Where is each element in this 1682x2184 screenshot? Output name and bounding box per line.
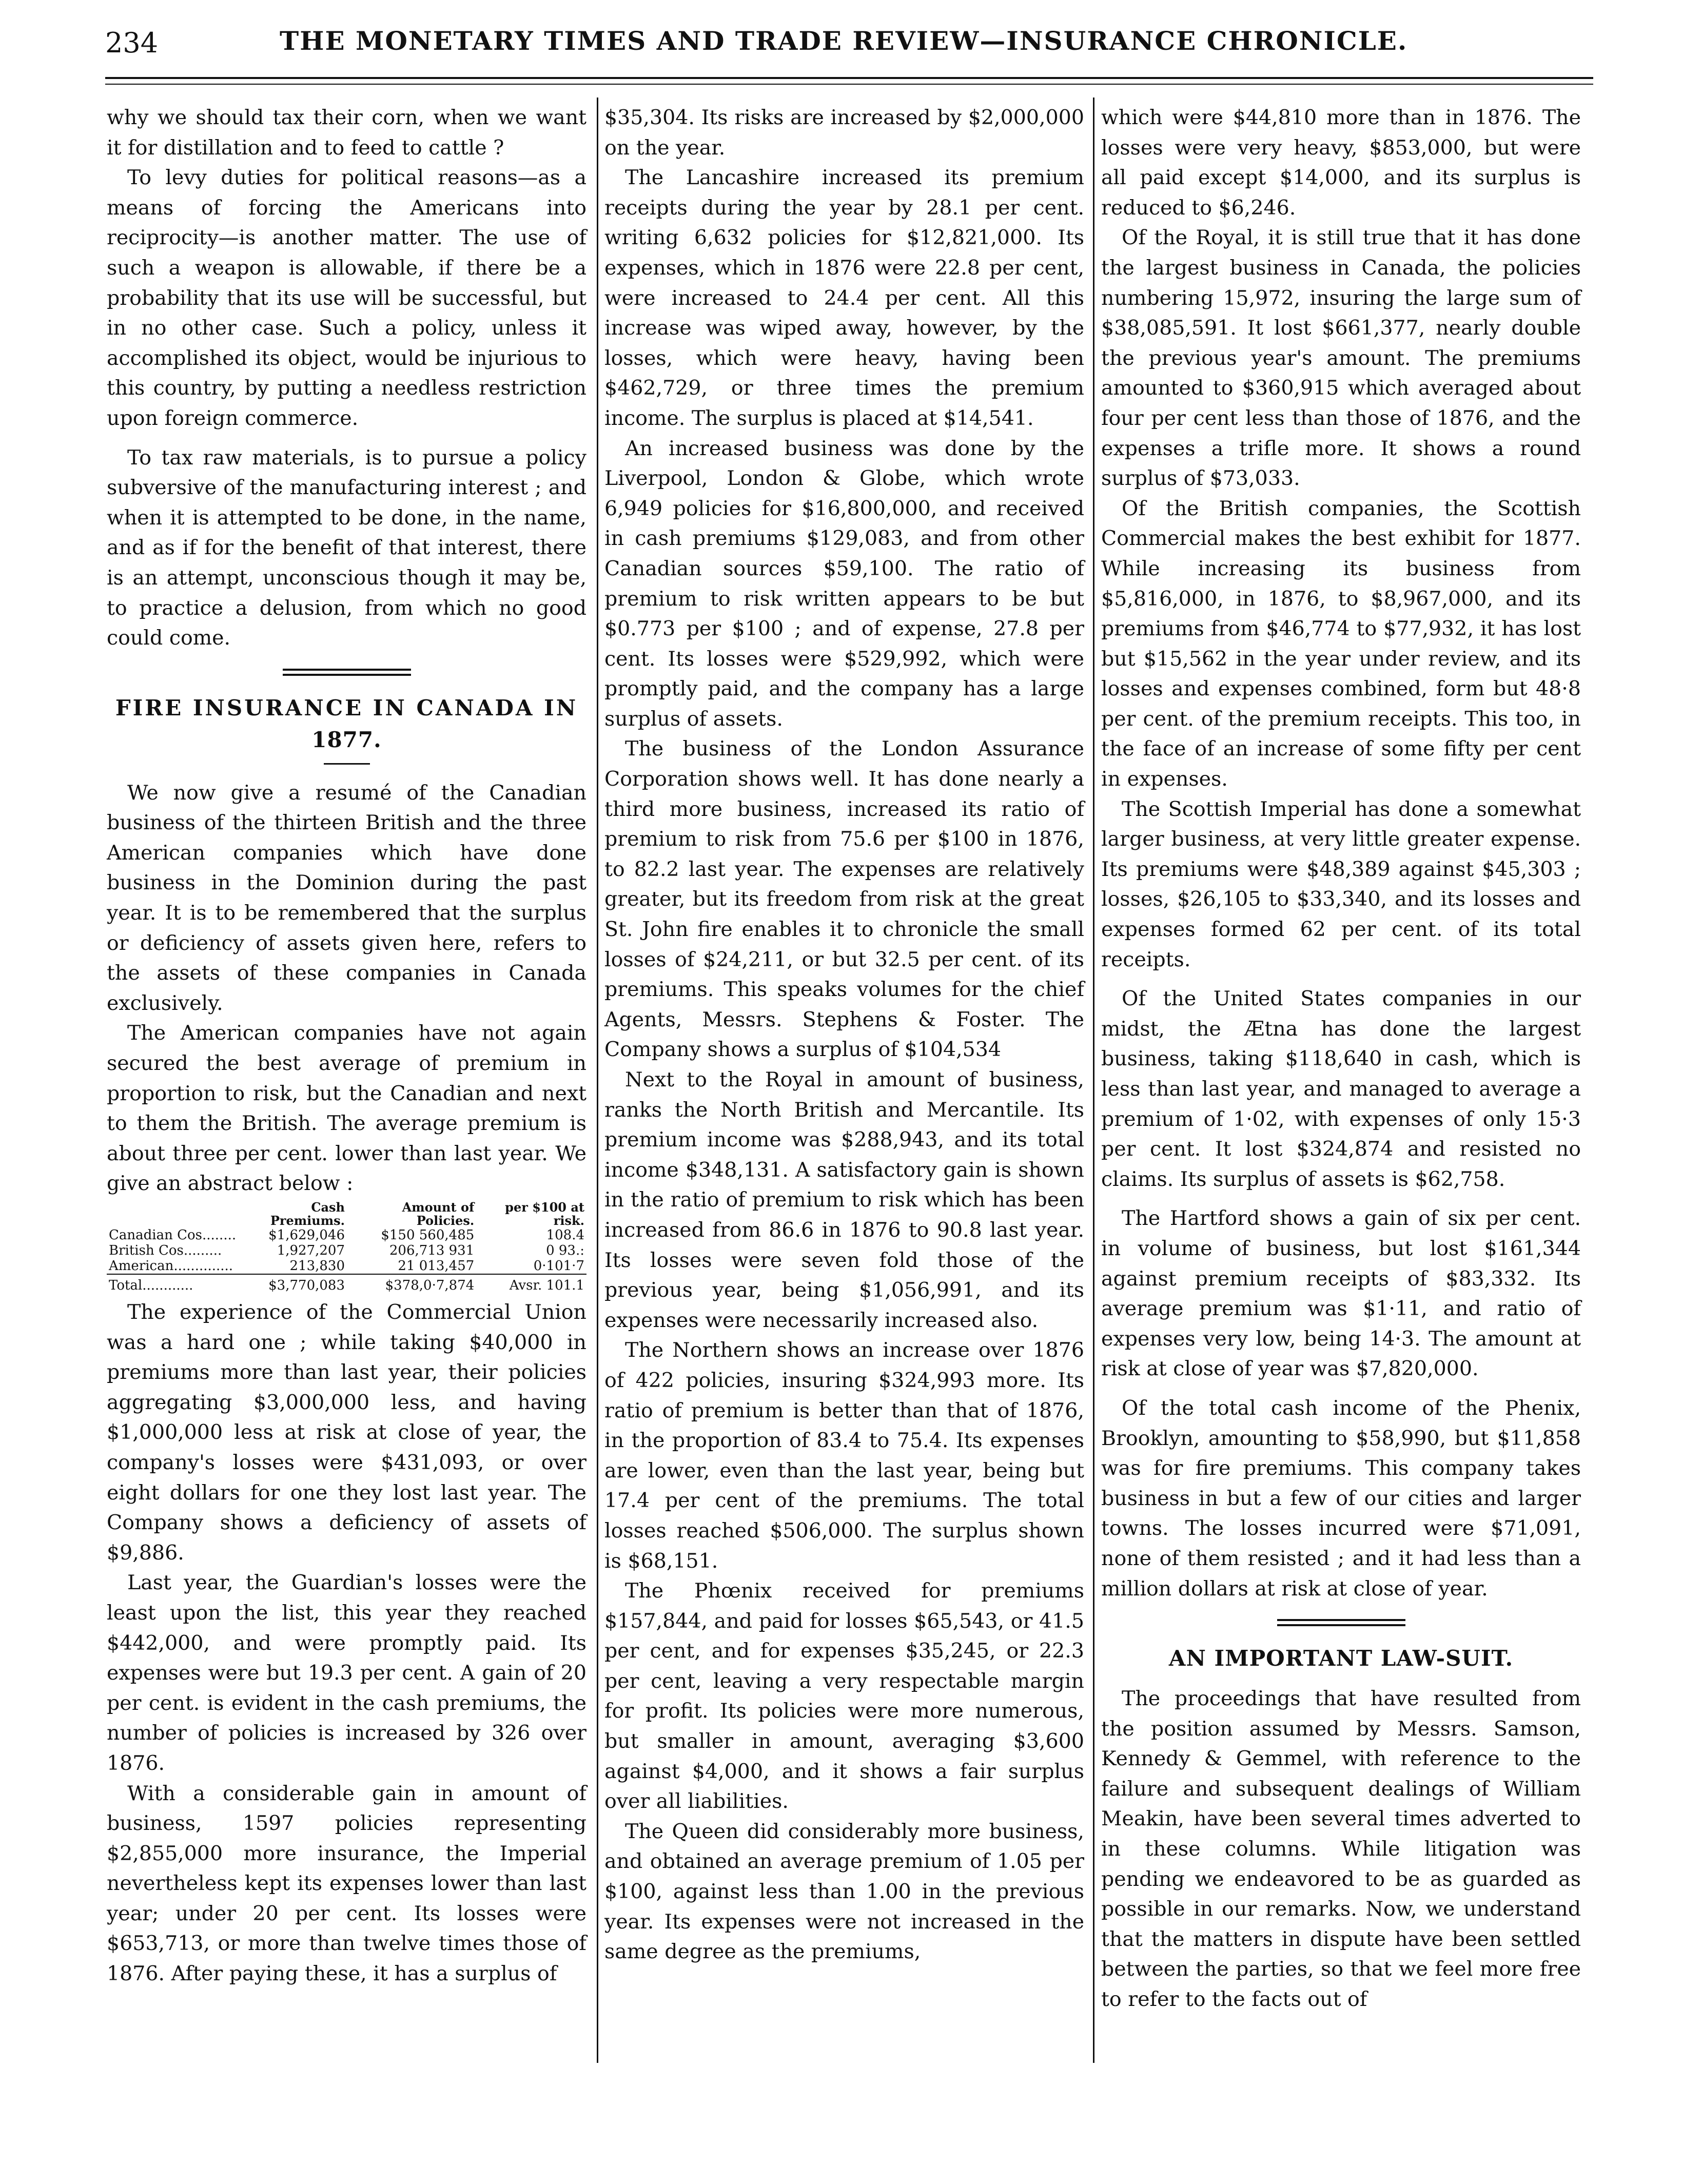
paragraph: The Northern shows an increase over 1876 of 422 policies, insuring $324,993 more. Its ratio of premium is better than that of 1876, in the proportion of 83.4 to 75.4. Its expenses are lower, even than the last year, being but 17.4 per cent of the premiums. The total losses reached $506,000. The surplus shown is $68,151.: [604, 1338, 1084, 1573]
paragraph: The experience of the Commercial Union was a hard one ; while taking $40,000 in premiums more than last year, their policies aggregating $3,000,000 less, and having $1,000,000 less at risk at close of year, the company's losses were $431,093, or over eight dollars for one they lost last year. The Company shows a deficiency of assets of $9,886.: [107, 1300, 586, 1565]
header-rule-thick: [105, 77, 1593, 79]
paragraph: To levy duties for political reasons—as a means of forcing the Americans into reciprocity—is another matter. The use of such a weapon is allowable, if there be a probability that its use will be successful, but in no other case. Such a policy, unless it accomplished its object, would be injurious to this country, by putting a needless restriction upon foreign commerce.: [107, 166, 586, 430]
paragraph: The Queen did considerably more business, and obtained an average premium of 1.05 per $100, against less than 1.00 in the previous year. Its expenses were not increased in the same degree as the premiums,: [604, 1819, 1084, 1964]
column-3: [1101, 103, 1581, 2015]
cell-amount: $150 560,485: [381, 1227, 475, 1243]
paragraph: An increased business was done by the Liverpool, London & Globe, which wrote 6,949 policies for $16,800,000, and received in cash premiums $129,083, and from other Canadian sources $59,100. The ratio of premium to risk written appears to be but $0.773 per $100 ; and of expense, 27.8 per cent. Its losses were $529,992, which were promptly paid, and the company has a large surplus of assets.: [604, 436, 1084, 731]
paragraph: We now give a resumé of the Canadian business of the thirteen British and the three American companies which have done business in the Dominion during the past year. It is to be remembered that the surplus or deficiency of assets given here, refers to the assets of these companies in Canada exclusively.: [107, 781, 586, 1015]
paragraph: With a considerable gain in amount of business, 1597 policies representing $2,855,000 more insurance, the Imperial nevertheless kept its expenses lower than last year; under 20 per cent. Its losses were $653,713, or more than twelve times those of 1876. After paying these, it has a surplus of: [107, 1781, 586, 1986]
cell-cash: 1,927,207: [277, 1243, 345, 1258]
column-rule-left: [597, 98, 598, 2063]
paragraph: Last year, the Guardian's losses were the least upon the list, this year they reached $442,000, and were promptly paid. Its expenses were but 19.3 per cent. A gain of 20 per cent. is evident in the cash premiums, the number of policies is increased by 326 over 1876.: [107, 1571, 586, 1775]
table-row: [107, 1258, 586, 1274]
column-header-amount: Amount of Policies.: [402, 1200, 475, 1228]
cell-cash: $1,629,046: [268, 1227, 345, 1243]
table-row: [107, 1227, 586, 1243]
table-header-row: [107, 1201, 586, 1227]
paragraph: To tax raw materials, is to pursue a policy subversive of the manufacturing interest ; and when it is attempted to be done, in the name, and as if for the benefit of that interest, there is an attempt, unconscious though it may be, to practice a delusion, from which no good could come.: [107, 445, 586, 650]
paragraph: $35,304. Its risks are increased by $2,000,000 on the year.: [604, 106, 1084, 160]
cell-cash: $3,770,083: [238, 1274, 347, 1293]
column-header-cash: Cash Premiums.: [270, 1200, 345, 1228]
section-divider: [1277, 1619, 1405, 1626]
paragraph: The Lancashire increased its premium receipts during the year by 28.1 per cent. writing 6,632 policies for $12,821,000. Its expenses, which in 1876 were 22.8 per cent, were increased to 24.4 per cent. All this increase was wiped away, however, by the losses, which were heavy, having been $462,729, or three times the premium income. The surplus is placed at $14,541.: [604, 166, 1084, 430]
paragraph: why we should tax their corn, when we want it for distillation and to feed to cattle ?: [107, 106, 586, 160]
row-label: British Cos.........: [109, 1243, 222, 1258]
running-head-title: THE MONETARY TIMES AND TRADE REVIEW—INSURANCE CHRONICLE.: [280, 26, 1408, 56]
paragraph: which were $44,810 more than in 1876. The losses were very heavy, $853,000, but were all paid except $14,000, and its surplus is reduced to $6,246.: [1101, 106, 1581, 220]
paragraph: The Phœnix received for premiums $157,844, and paid for losses $65,543, or 41.5 per cent, and for expenses $35,245, or 22.3 per cent, leaving a very respectable margin for profit. Its policies were more numerous, but smaller in amount, averaging $3,600 against $4,000, and it shows a fair surplus over all liabilities.: [604, 1579, 1084, 1814]
paragraph: The business of the London Assurance Corporation shows well. It has done nearly a third more business, increased its ratio of premium to risk from 75.6 per $100 in 1876, to 82.2 last year. The expenses are relatively greater, but its freedom from risk at the great St. John fire enables it to chronicle the small losses of $24,211, or but 32.5 per cent. of its premiums. This speaks volumes for the chief Agents, Messrs. Stephens & Foster. The Company shows a surplus of $104,534: [604, 737, 1084, 1062]
paragraph: The American companies have not again secured the best average of premium in proportion to risk, but the Canadian and next to them the British. The average premium is about three per cent. lower than last year. We give an abstract below :: [107, 1021, 586, 1196]
paragraph: The Hartford shows a gain of six per cent. in volume of business, but lost $161,344 against premium receipts of $83,332. Its average premium was $1·11, and ratio of expenses very low, being 14·3. The amount at risk at close of year was $7,820,000.: [1101, 1206, 1581, 1381]
column-header-rate: per $100 at risk.: [505, 1200, 584, 1228]
table-total-row: [107, 1274, 586, 1293]
row-label: American..............: [109, 1258, 233, 1274]
paragraph: Of the British companies, the Scottish Commercial makes the best exhibit for 1877. While increasing its business from $5,816,000, in 1876, to $8,967,000, and its premiums from $46,774 to $77,932, it has lost but $15,562 in the year under review, and its losses and expenses combined, form but 48·8 per cent. of the premium receipts. This too, in the face of an increase of some fifty per cent in expenses.: [1101, 496, 1581, 791]
page-number: 234: [105, 27, 159, 59]
column-2: [604, 103, 1084, 1967]
row-label: Total............: [107, 1274, 238, 1293]
cell-amount: $378,0·7,874: [347, 1274, 476, 1293]
heading-underline: [324, 763, 370, 765]
table-row: [107, 1243, 586, 1258]
paragraph: The Scottish Imperial has done a somewhat larger business, at very little greater expense. Its premiums were $48,389 against $45,303 ; losses, $26,105 to $33,340, and its losses and expenses formed 62 per cent. of its total receipts.: [1101, 797, 1581, 971]
paragraph: Of the total cash income of the Phenix, Brooklyn, amounting to $58,990, but $11,858 was for fire premiums. This company takes business in but a few of our cities and larger towns. The losses incurred were $71,091, none of them resisted ; and it had less than a million dollars at risk at close of year.: [1101, 1396, 1581, 1601]
cell-rate: 0·101·7: [533, 1258, 584, 1274]
cell-rate: 0 93.:: [546, 1243, 584, 1258]
paragraph: Next to the Royal in amount of business, ranks the North British and Mercantile. Its premium income was $288,943, and its total income $348,131. A satisfactory gain is shown in the ratio of premium to risk which has been increased from 86.6 in 1876 to 90.8 last year. Its losses were seven fold those of the previous year, being $1,056,991, and its expenses were necessarily increased also.: [604, 1068, 1084, 1332]
cell-cash: 213,830: [289, 1258, 345, 1274]
paragraph: The proceedings that have resulted from the position assumed by Messrs. Samson, Kennedy & Gemmel, with reference to the failure and subsequent dealings of William Meakin, have been several times adverted to in these columns. While litigation was pending we endeavored to be as guarded as possible in our remarks. Now, we understand that the matters in dispute have been settled between the parties, so that we feel more free to refer to the facts out of: [1101, 1687, 1581, 2012]
cell-rate: 108.4: [546, 1227, 584, 1243]
section-divider: [283, 669, 411, 676]
column-1: [107, 103, 586, 1989]
cell-amount: 206,713 931: [389, 1243, 475, 1258]
cell-rate: Avsr. 101.1: [476, 1274, 586, 1293]
section-heading: FIRE INSURANCE IN CANADA IN: [115, 695, 578, 720]
section-heading: AN IMPORTANT LAW-SUIT.: [1168, 1646, 1514, 1671]
row-label: Canadian Cos........: [109, 1227, 237, 1243]
abstract-table: [107, 1201, 586, 1293]
paragraph: Of the Royal, it is still true that it has done the largest business in Canada, the policies numbering 15,972, insuring the large sum of $38,085,591. It lost $661,377, nearly double the previous year's amount. The premiums amounted to $360,915 which averaged about four per cent less than those of 1876, and the expenses a trifle more. It shows a round surplus of $73,033.: [1101, 226, 1581, 491]
paragraph: Of the United States companies in our midst, the Ætna has done the largest business, taking $118,640 in cash, which is less than last year, and managed to average a premium of 1·02, with expenses of only 15·3 per cent. It lost $324,874 and resisted no claims. Its surplus of assets is $62,758.: [1101, 987, 1581, 1191]
page-header: [105, 21, 1593, 62]
header-rule-thin: [105, 84, 1593, 85]
section-heading-year: 1877.: [311, 727, 382, 752]
column-rule-right: [1093, 98, 1094, 2063]
cell-amount: 21 013,457: [398, 1258, 475, 1274]
